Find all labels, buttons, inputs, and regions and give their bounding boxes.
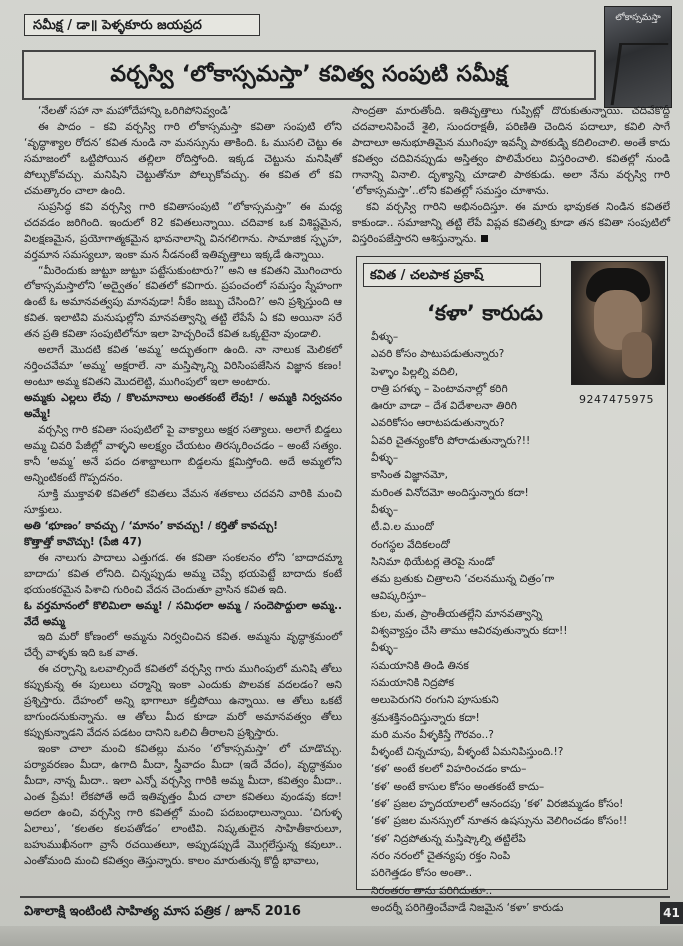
poem-line: సమయానికి తిండి తినక — [371, 659, 469, 672]
right-article-column — [352, 104, 670, 252]
poem-line: ‘కళ’ అంటే కాసుల కోసం అంతకంటే కాదు– — [371, 780, 545, 793]
poem-line: కాసింత విజ్ఞానమో, — [371, 469, 448, 482]
poem-line: వీళ్ళు– — [371, 452, 399, 465]
quoted-verse: కొత్తాత్తో కావొచ్చు! (పేజి 47) — [24, 535, 142, 548]
article-paragraph: “మీరెందుకు జుట్టూ జుట్టూ పట్టేసుకుంటారు?” అని ఆ కవితని మొగించారు లోకాస్సమస్తాలోని ‘అద్వైతం’ కవితలో కవిగారు. ప్రపంచంలో సమస్తం స్నేహంగా ఉంటే ఓ అమానవత్వపు మానవుడా! నీకేం జబ్బు చేసింది?’ అని ప్రశ్నిస్తుంది ఆ కవిత. ఇలాటివి మనుషుల్లోని మానవత్వాన్ని తట్టి లేపేసే ఏ కవి అయినా సరే తన ప్రతి కవితా సంపుటిలోనూ ఇలా హెచ్చరించే కవిత ఒక్కటైనా వుండాలి. — [24, 264, 342, 341]
poem-line: విశ్వవ్యాప్తం చేసి తాము ఆవిరవుతున్నారు కదా!! — [371, 625, 568, 638]
poem-line: రాత్రి పగళ్ళు – పెంటావనాల్లో కరిగి — [371, 382, 508, 395]
poem-line: రంగస్థల వేదికలందో — [371, 538, 450, 551]
poem-line: నరం నరంలో చైతన్యపు రక్తం నింపి — [371, 849, 511, 862]
poem-line: ‘కళ’ ప్రజల హృదయాలలో ఆనందపు ‘కళ’ విరజిమ్మడం కోసం! — [371, 798, 624, 811]
article-paragraph: సాంద్రతా మారుతోంది. ఇతివృత్తాలు గుప్పిట్లో దొరుకుతున్నాయి. చదివేకొద్దీ చదవాలనిపించే శైలి, సుందరాక్షతీ, పరిణితి చెందిన పదాలూ, కవిలి సాగే పాదాలూ అనుభూతిమైన ముగింపూ ఇవన్నీ పాఠకుడ్ని కదిలించాలి. అంతే కాదు కవిత్వం చదివినప్పుడు అస్తిత్వం పొలిమేరలు విస్తరించాలి. కవితల్లో నుండి గానాన్ని వినాలి. దృశ్యాన్ని చూడాలి పాఠకుడు. అలా నేను వర్చస్వి గారి ‘లోకాస్సమస్తా’..లోని కవితల్లో సమస్తం చూశాను. — [352, 105, 670, 197]
article-closing-paragraph — [352, 200, 670, 248]
article-paragraph: ఇది మరో కోణంలో అమ్మను నిర్వచించిన కవిత. అమ్మను వృద్ధాశ్రమంలో చేర్చే వాళ్ళకు ఇది ఒక వాత. — [24, 631, 342, 660]
poem-line: వీళ్ళు– — [371, 331, 399, 343]
page-number: 41 — [660, 902, 683, 924]
left-article-column — [24, 104, 342, 896]
poem-line: అందర్నీ పరిగెత్తించేవాడే నిజమైన ‘కళా’ కారుడు — [371, 901, 564, 914]
magazine-footer: విశాలాక్షి ఇంటింటి సాహిత్య మాస పత్రిక / జూన్ 2016 — [24, 904, 301, 919]
poem-line: కుల, మత, ప్రాంతీయతల్లేని మానవత్వాన్ని — [371, 607, 542, 620]
article-paragraph: అలాగే మొదటి కవిత ‘అమ్మ’ అద్భుతంగా ఉంది. నా నాలుక మెలికలో నర్తించవేమా ‘అమ్మ’ అక్షరాలే. నా మస్తిష్కాన్ని విరిసింపజేసిన విజ్ఞాన కణం! అంటూ అమ్మ కవితని మొదలెట్టి, ముగింపులో ఇలా అంటారు. — [24, 344, 342, 389]
article-closing-text: కవి వర్చస్వి గారిని అభినందిస్తూ. ఈ మారు భావుకత నిండిన కవితలే కాకుండా.. సమాజాన్ని తట్టి లేపే విప్లవ కవితల్ని కూడా తన కవితా సంపుటిలో విస్తరింపజేస్తారని ఆశిస్తున్నాను. — [352, 200, 670, 245]
quoted-verse: అతి ‘భూణం’ కావచ్చు / ‘మానం’ కావచ్చు! / కర్తితో కావచ్చు! — [24, 519, 278, 532]
footer-divider — [20, 896, 670, 898]
poem-section-tag: కవిత / చలపాక ప్రకాష్ — [363, 263, 541, 287]
poem-line: ‘కళ’ ప్రజల మనస్సులో నూతన ఉషస్సును వెలిగించడం కోసం!! — [371, 815, 628, 828]
poem-line: ఊరూ వాడా – దేశ విదేశాలనా తిరిగి — [371, 400, 517, 413]
poem-line: టీ.వి.ల ముందో — [371, 521, 434, 534]
article-paragraph: ఈ చర్చాన్ని ఒలవాల్సిందే కవితలో వర్చస్వి గారు ముగింపులో మనిషి తోలు కప్పుకున్న ఈ పులులు చర్మాన్ని ఇంకా ఎందుకు పొలవక వదలడం? అని ప్రశ్నిస్తారు. దేహంలో అన్ని భాగాలూ కల్తీపోయి ఉన్నాయి. ఆ తోలు ఒకటే బాగుందనుకున్నాను. ఆ తోలు మీద కూడా మరో అమానవత్వం తోలు కప్పుకున్నాడని వేదన పడటం దానిని ఒలిచి తీరాలని ప్రశ్నిస్తారు. — [24, 663, 342, 740]
poem-line: సమయానికి నిద్రపోక — [371, 676, 454, 689]
article-paragraph: ఈ పాదం – కవి వర్చస్వి గారి లోకాస్సమస్తా కవితా సంపుటి లోని ‘వృద్ధాశ్యాల రోదన’ కవిత నుండి నా మనస్సును తాకింది. ఓ ముసలి చెట్టు ఈ సమాజంలో ఒట్టిపోయిన తల్లిలా రోదిస్తోంది. ఇక్కడ చెట్టును మనిషితో పోల్చుకోవచ్చు. మనిషిని చెట్టుతోనూ పోల్చుకోవచ్చు. ఈ కవిత లో కవి చమత్కారం చాలా ఉంది. — [24, 120, 342, 197]
article-paragraph: వర్చస్వి గారి కవితా సంపుటిలో పై వాక్యాలు అక్షర సత్యాలు. అలాగే బిడ్డలు అమ్మ చివరి పేజీల్లో వాళ్ళని అలక్ష్యం చేయటం తిరస్కరించడం – అంటే సత్యం. కానీ ‘అమ్మ’ అనే పదం దశాబ్దాలుగా బిడ్డలను క్షమిస్తోంది. అదే అమ్మలోని అన్నింటికంటే గొప్పదనం. — [24, 424, 342, 484]
poem-line: నిరంతరం తాను పరిగిదుతూ.. — [371, 884, 493, 897]
article-paragraph: సుప్రసిద్ధ కవి వర్చస్వి గారి కవితాసంపుటి “లోకాస్సమస్తా” ఈ మధ్య చదవడం జరిగింది. ఇందులో 82 కవితలున్నాయి. చదివాక ఒక విశిష్టమైన, విలక్షణమైన, ప్రయోగాత్మకమైన భావనాలాన్ని వినగలిగాను. సామాజిక స్పృహ, వర్తమాన సమస్యలూ, ఇంకా మన నీడనంటే ఇతివృత్తాలు ఇక్కడే ఉన్నాయి. — [24, 200, 342, 261]
poem-line: మరి మనం వీళ్ళకిస్తే గౌరవం..? — [371, 728, 494, 741]
poem-line: వీళ్ళు– — [371, 503, 399, 516]
poem-line: శ్రమశక్తినందిస్తున్నారు కదా! — [371, 711, 480, 724]
article-headline: వర్చస్వి ‘లోకాస్సమస్తా’ కవిత్వ సంపుటి సమీక్ష — [22, 50, 596, 100]
poem-line: వీళ్ళు– — [371, 642, 399, 655]
quoted-verse: అమ్మకు ఎల్లలు లేవు / కొలమానాలు అంతకంటే లేవు! / అమ్మకి నిర్వచనం అమ్మే! — [24, 392, 342, 421]
tree-illustration — [611, 43, 669, 105]
poem-line: ఏవరి చైతన్యంకోరి పోరాడుతున్నారు?!! — [371, 434, 531, 447]
poem-line: ఆవిష్కరిస్తూ– — [371, 590, 427, 603]
poem-line: ఎవరికోసం ఆరాటపడుతున్నారు? — [371, 417, 505, 430]
review-section-tag: సమీక్ష / డా॥ పెళ్ళకూరు జయప్రద — [24, 14, 260, 36]
poem-line: ‘కళ’ అంటే కలలో విహరించడం కాదు– — [371, 763, 527, 776]
poem-title: ‘కళా’ కారుడు — [427, 301, 543, 325]
poem-line: ఎవరి కోసం పాటుపడుతున్నారు? — [371, 348, 505, 361]
poem-lines — [371, 329, 663, 914]
article-paragraph: ఈ నాలుగు పాదాలు ఎత్తుగడ. ఈ కవితా సంకలనం లోని ‘బాదాదమ్మా బాదాదు’ కవిత లోనిది. చిన్నప్పుడు అమ్మ చెప్పే భయపెట్టే బాదాదు కంటే భయంకరమైన పిశాచి గురించి వేదన చెందుతూ వ్రాసిన కవిత ఇది. — [24, 551, 342, 596]
end-square-icon — [481, 235, 488, 242]
poem-line: మరింత వినోదమో అందిస్తున్నారు కదా! — [371, 486, 529, 499]
poem-line: అలుపెరుగని రంగుని పూసుకుని — [371, 694, 499, 707]
book-cover-title: లోకాస్సమస్తా — [615, 13, 661, 23]
poem-line: సినిమా థియేటర్ల తెరపై నుండో — [371, 555, 495, 568]
poem-line: పెళ్ళాం పిల్లల్ని వదిలి, — [371, 365, 459, 378]
poem-line: పరిగెత్తడం కోసం అంతా.. — [371, 867, 473, 880]
article-paragraph: సూక్తి ముక్తావళి కవితలో కవితలు వేమన శతకాలు చదవని వారికి మంచి సూక్తులు. — [24, 487, 342, 516]
poem-line: ‘కళ’ నిద్రపోతున్న మస్తిష్కాల్ని తట్టిలేపి — [371, 832, 526, 845]
article-paragraph: ఇంకా చాలా మంచి కవితల్లు మనం ‘లోకాస్సమస్తా’ లో చూడొచ్చు. పర్యావరణం మీదా, ఉగాది మీదా, స్త్రీవాదం మీదా (ఇదే వేదం), వృద్ధాశ్రమం మీదా, నాన్న మీదా.. ఇలా ఎన్నో వర్చస్వి గారికి అమ్మ మీదా, కవిత్వం మీదా.. ఎంత ప్రేమ! లేకపోతే అదే ఇతివృత్తం మీద చాలా కవితలు వుండవు కదా! అదలా ఉంచి, వర్చస్వి గారి కవితల్లో మంచి పదబంధాలున్నాయి. ‘చిగుళ్ళ ఏలాలు’, ‘కలతల కలపతోడం’ లాంటివి. నిష్కతులైన సాహితీకారులూ, బహుముఖీనంగా వ్రాసే రచయితలూ, అప్పుడప్పుడే మొగ్గలేస్తున్న కవులూ.. ఎంతోమంది మంచి కవిత్వం తెస్తున్నారు. కాలం మారుతున్న కొద్దీ భావాలు, — [24, 743, 342, 867]
poem-box — [356, 256, 668, 914]
poem-line: వీళ్ళంటే చిన్నచూపు, వీళ్ళంటే ఏమనిపిస్తుంది.!? — [371, 746, 564, 759]
poem-line: తమ బ్రతుకు చిత్రాలని ‘చలనమున్న చిత్రం’గా — [371, 573, 555, 586]
article-paragraph: ‘నేలతో సహా నా మహోదేహాన్ని ఒరిగిపోనివ్వండి’ — [38, 105, 232, 117]
poet-phone-number: 9247475975 — [579, 393, 654, 406]
book-cover-image — [604, 6, 672, 108]
quoted-verse: ఓ వర్తమానంలో కొలిమిలా అమ్మ! / సమిధలా అమ్మ / సందెపొద్దులా అమ్మ.. వేదే అమ్మ — [24, 599, 342, 628]
page-bottom-shadow — [0, 926, 683, 946]
